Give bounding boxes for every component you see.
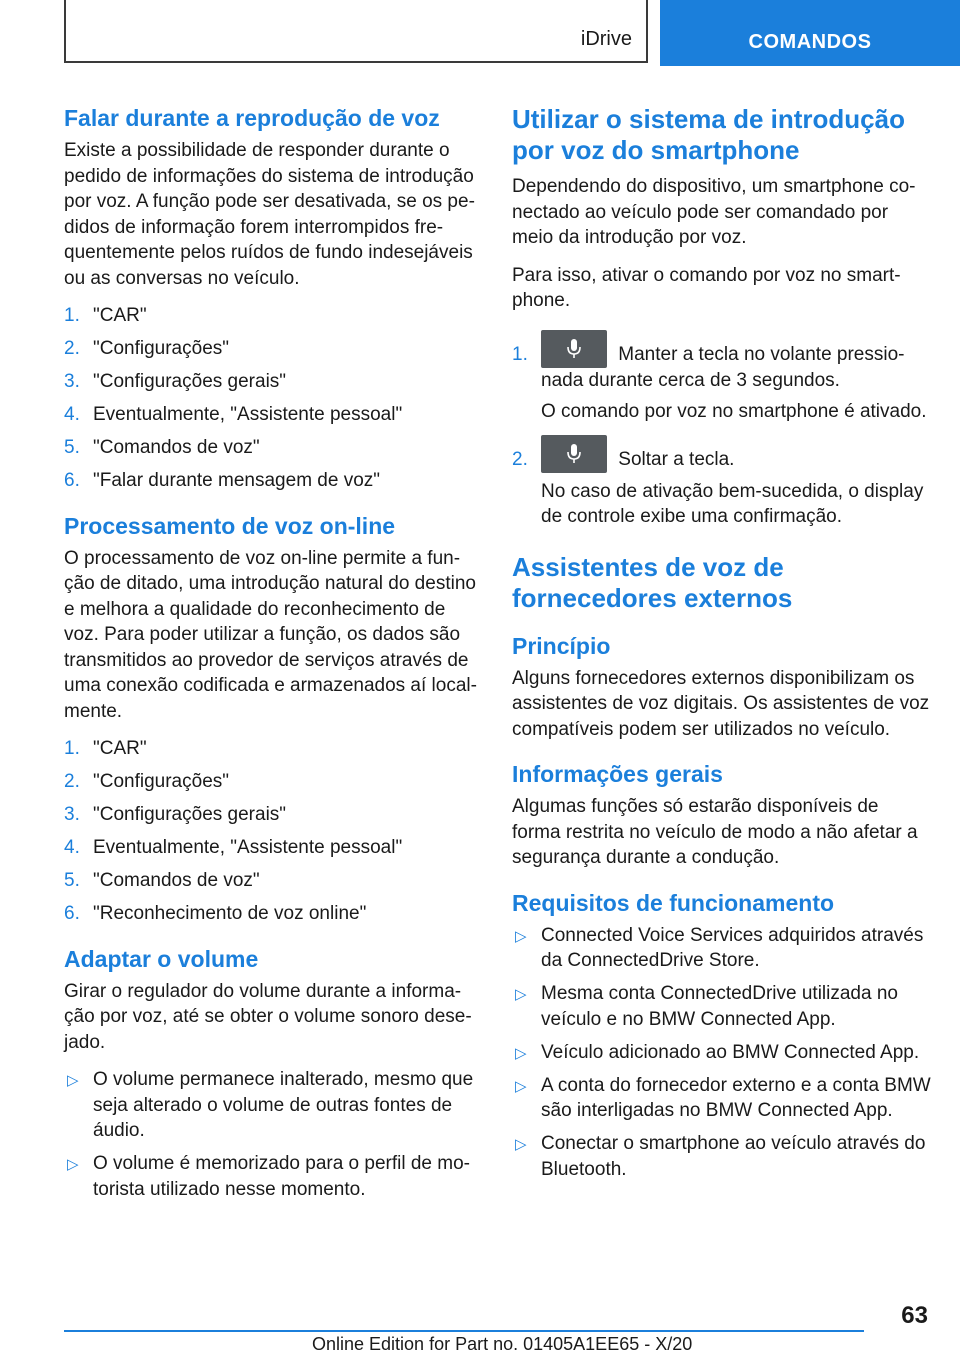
list-item — [64, 369, 478, 395]
steps-list-smartphone-2 — [512, 435, 932, 473]
list-item — [64, 336, 478, 362]
bullet-text: Veículo adicionado ao BMW Connected App. — [541, 1041, 920, 1063]
heading-requisitos: Requisitos de funcionamento — [512, 889, 835, 916]
list-item — [64, 835, 478, 861]
step-text: "CAR" — [93, 738, 147, 759]
steps-list-2 — [64, 736, 478, 927]
heading-processamento: Processamento de voz on-line — [64, 512, 396, 539]
list-item — [64, 868, 478, 894]
footer-divider — [64, 1330, 864, 1332]
list-item — [64, 435, 478, 461]
bullet-text: Conectar o smartphone ao veículo através do Bluetooth. — [541, 1133, 926, 1180]
heading-informacoes-gerais: Informações gerais — [512, 761, 723, 787]
step-text: "Comandos de voz" — [93, 437, 260, 458]
step-number: 5. — [64, 870, 80, 891]
bullet-text: O volume é memorizado para o perfil de motorista utilizado nesse momento. — [93, 1153, 470, 1200]
step-number: 3. — [64, 371, 80, 392]
header-section-label: iDrive — [580, 28, 632, 50]
page-number: 63 — [901, 1302, 928, 1329]
step-text: "Configurações" — [93, 771, 230, 792]
bullet-text: O volume permanece inalterado, mesmo que seja alterado o volume de outras fontes de áudio. — [93, 1069, 474, 1141]
list-item — [64, 802, 478, 828]
triangle-right-outline-icon: ▷ — [515, 1044, 527, 1062]
microphone-icon — [565, 443, 583, 465]
step-text: Eventualmente, "Assistente pessoal" — [93, 404, 403, 425]
paragraph-processamento: O processamento de voz on-line permite a função de ditado, uma introdução natural do destino e melhora a qualidade do reconhecimento de voz. Para poder utilizar a função, os dados são transmitidos ao provedor de serviços através de uma conexão codificada e armazenados aí localmente. — [64, 547, 477, 722]
footer-edition-text: Online Edition for Part no. 01405A1EE65 - X/20 — [312, 1334, 693, 1354]
step-number: 6. — [64, 903, 80, 924]
paragraph-principio: Alguns fornecedores externos disponibilizam os assistentes de voz digitais. Os assistentes de voz compatíveis podem ser utilizados no veículo. — [512, 667, 930, 740]
heading-assistentes-externos: Assistentes de voz de fornecedores externos — [512, 551, 793, 613]
heading-principio: Princípio — [512, 632, 611, 659]
step-text: "Configurações gerais" — [93, 371, 287, 392]
step-text: Manter a tecla no volante pressionada durante cerca de 3 segundos. — [541, 343, 905, 391]
step-text: Soltar a tecla. — [618, 448, 735, 470]
steps-list-1 — [64, 303, 478, 494]
step-number: 2. — [512, 448, 528, 470]
step-number: 4. — [64, 837, 80, 858]
bullet-list-volume — [64, 1067, 478, 1202]
step-number: 5. — [64, 437, 80, 458]
step-number: 2. — [64, 338, 80, 359]
heading-adaptar-volume: Adaptar o volume — [64, 945, 259, 972]
step-text: "Configurações gerais" — [93, 804, 287, 825]
right-column — [512, 104, 932, 1200]
step-text: "Configurações" — [93, 338, 230, 359]
list-item — [512, 1073, 932, 1124]
paragraph-smartphone-2: Para isso, ativar o comando por voz no smartphone. — [512, 264, 901, 311]
list-item — [512, 1131, 932, 1182]
microphone-icon — [565, 338, 583, 360]
step-number: 3. — [64, 804, 80, 825]
heading-smartphone-voz: Utilizar o sistema de introdução por voz do smartphone — [512, 104, 905, 165]
list-item — [64, 1067, 478, 1144]
bullet-text: Mesma conta ConnectedDrive utilizada no veículo e no BMW Connected App. — [541, 983, 898, 1030]
step-number: 6. — [64, 470, 80, 491]
list-item — [64, 769, 478, 795]
paragraph-falar-durante: Existe a possibilidade de responder durante o pedido de informações do sistema de introdução por voz. A função pode ser desativada, se os pedidos de informação forem interrompidos frequentemente pelos ruídos de fundo indesejáveis ou as conversas no veículo. — [64, 140, 475, 289]
list-item — [64, 402, 478, 428]
step-number: 1. — [64, 305, 80, 326]
list-item — [512, 1040, 932, 1066]
triangle-right-outline-icon: ▷ — [515, 1136, 527, 1153]
paragraph-informacoes-gerais: Algumas funções só estarão disponíveis de forma restrita no veículo de modo a não afetar a segurança durante a condução. — [512, 796, 918, 868]
steps-list-smartphone — [512, 330, 932, 394]
step-text: "CAR" — [93, 305, 147, 326]
list-item — [512, 981, 932, 1032]
bullet-text: Connected Voice Services adquiridos através da ConnectedDrive Store. — [541, 924, 924, 971]
step-number: 1. — [64, 738, 80, 759]
step-text: "Falar durante mensagem de voz" — [93, 470, 381, 491]
triangle-right-outline-icon: ▷ — [67, 1072, 79, 1089]
step-text: "Comandos de voz" — [93, 870, 260, 891]
step-result: No caso de ativação bem-sucedida, o display de controle exibe uma confirmação. — [541, 480, 924, 527]
list-item — [512, 923, 932, 974]
step-number: 4. — [64, 404, 80, 425]
triangle-right-outline-icon: ▷ — [515, 927, 527, 945]
triangle-right-outline-icon: ▷ — [515, 986, 527, 1003]
step-text: "Reconhecimento de voz online" — [93, 903, 367, 924]
header-box — [64, 0, 648, 63]
heading-falar-durante: Falar durante a reprodução de voz — [64, 105, 440, 131]
step-number: 1. — [512, 343, 528, 365]
bullet-list-requisitos — [512, 923, 932, 1183]
step-text: Eventualmente, "Assistente pessoal" — [93, 837, 403, 858]
microphone-key-icon — [541, 330, 607, 368]
list-item — [512, 435, 932, 473]
list-item — [64, 1151, 478, 1202]
list-item — [64, 736, 478, 762]
step-result: O comando por voz no smartphone é ativado. — [541, 401, 927, 422]
header-tab-label: COMANDOS — [748, 31, 872, 53]
paragraph-smartphone-1: Dependendo do dispositivo, um smartphone conectado ao veículo pode ser comandado por meio da introdução por voz. — [512, 176, 916, 248]
microphone-key-icon — [541, 435, 607, 473]
triangle-right-outline-icon: ▷ — [515, 1077, 527, 1095]
step-number: 2. — [64, 771, 80, 792]
header-tab-comandos — [660, 0, 960, 66]
triangle-right-outline-icon: ▷ — [67, 1156, 79, 1173]
list-item — [64, 468, 478, 494]
left-column — [64, 104, 478, 1220]
list-item — [64, 303, 478, 329]
list-item — [64, 901, 478, 927]
bullet-text: A conta do fornecedor externo e a conta BMW são interligadas no BMW Connected App. — [541, 1074, 931, 1121]
paragraph-adaptar-volume: Girar o regulador do volume durante a informação por voz, até se obter o volume sonoro desejado. — [64, 980, 472, 1053]
list-item — [512, 330, 932, 394]
